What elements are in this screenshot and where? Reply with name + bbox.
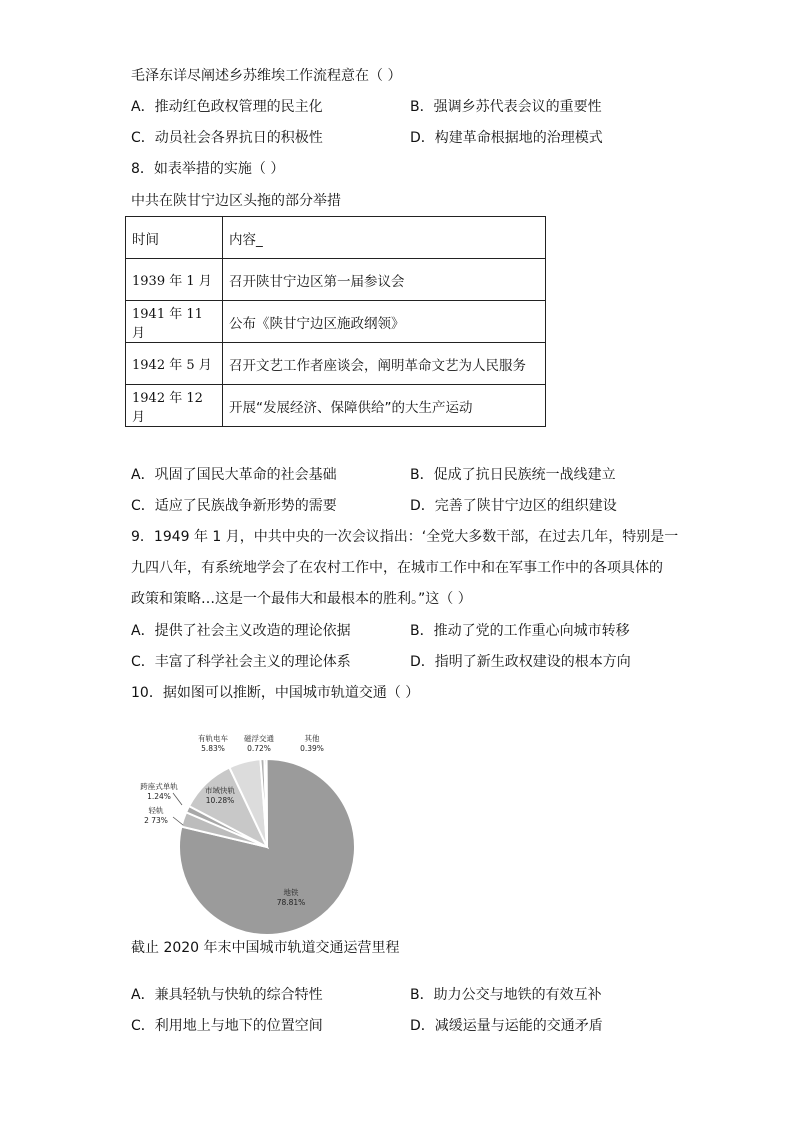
slice-label-tram: 有轨电车 (198, 734, 228, 743)
q8-option-b: B．促成了抗日民族统一战线建立 (410, 467, 616, 483)
rail-transit-pie-chart (125, 725, 385, 940)
slice-value-metro: 78.81% (276, 898, 306, 907)
q8-option-d: D．完善了陕甘宁边区的组织建设 (410, 498, 617, 514)
q7-option-d: D．构建革命根据地的治理模式 (410, 130, 603, 146)
q7-option-c: C．动员社会各界抗日的积极性 (131, 130, 323, 146)
slice-value-suburban-rail: 10.28% (205, 796, 235, 805)
q10-option-a: A．兼具轻轨与快轨的综合特性 (131, 987, 323, 1003)
q10-option-c: C．利用地上与地下的位置空间 (131, 1018, 323, 1034)
q8-table-title: 中共在陕甘宁边区头拖的部分举措 (131, 193, 341, 209)
q9-line-1: 9．1949 年 1 月，中共中央的一次会议指出：‘全党大多数干部，在过去几年，特别是一 (131, 529, 679, 545)
leader-line (173, 793, 182, 805)
q9-line-2: 九四八年，有系统地学会了在农村工作中，在城市工作中和在军事工作中的各项具体的 (131, 560, 663, 576)
q8-option-c: C．适应了民族战争新形势的需要 (131, 498, 337, 514)
table-row (126, 385, 546, 427)
q9-option-d: D．指明了新生政权建设的根本方向 (410, 654, 631, 670)
table-row (126, 259, 546, 301)
slice-value-tram: 5.83% (201, 744, 225, 753)
table-cell-time: 1939 年 1 月 (126, 259, 223, 301)
q7-option-a: A．推动红色政权管理的民主化 (131, 99, 323, 115)
q7-stem: 毛泽东详尽阐述乡苏维埃工作流程意在（ ） (131, 68, 402, 84)
q7-option-b: B．强调乡苏代表会议的重要性 (410, 99, 602, 115)
table-row (126, 343, 546, 385)
table-row (126, 301, 546, 343)
measures-table (125, 216, 546, 427)
slice-label-maglev: 磁浮交通 (244, 734, 274, 743)
q9-option-a: A．提供了社会主义改造的理论依据 (131, 623, 351, 639)
table-header-content: 内容_ (223, 217, 546, 259)
pie-chart-svg (125, 725, 385, 940)
slice-label-other: 其他 (304, 734, 320, 743)
slice-label-metro: 地铁 (283, 888, 299, 897)
table-cell-content: 召开陕甘宁边区第一届参议会 (223, 259, 546, 301)
q8-stem: 8．如表举措的实施（ ） (131, 161, 285, 177)
table-cell-time: 1942 年 12 月 (126, 385, 223, 427)
table-header-time: 时间 (126, 217, 223, 259)
chart-caption: 截止 2020 年末中国城市轨道交通运营里程 (131, 940, 400, 956)
slice-value-light-rail: 2 73% (144, 816, 168, 825)
slice-value-maglev: 0.72% (247, 744, 271, 753)
q9-option-b: B．推动了党的工作重心向城市转移 (410, 623, 630, 639)
q10-option-d: D．减缓运量与运能的交通矛盾 (410, 1018, 603, 1034)
table-cell-content: 开展“发展经济、保障供给”的大生产运动 (223, 385, 546, 427)
slice-label-light-rail: 轻轨 (148, 806, 164, 815)
table-cell-time: 1941 年 11 月 (126, 301, 223, 343)
q8-option-a: A．巩固了国民大革命的社会基础 (131, 467, 337, 483)
table-cell-content: 召开文艺工作者座谈会，阐明革命文艺为人民服务 (223, 343, 546, 385)
slice-label-monorail: 跨座式单轨 (140, 782, 178, 791)
q10-stem: 10．据如图可以推断，中国城市轨道交通（ ） (131, 685, 420, 701)
q9-option-c: C．丰富了科学社会主义的理论体系 (131, 654, 351, 670)
table-cell-content: 公布《陕甘宁边区施政纲领》 (223, 301, 546, 343)
table-cell-time: 1942 年 5 月 (126, 343, 223, 385)
leader-line (173, 817, 183, 825)
slice-value-monorail: 1.24% (147, 792, 171, 801)
q9-line-3: 政策和策略…这是一个最伟大和最根本的胜利。”这（ ） (131, 591, 472, 607)
slice-value-other: 0.39% (300, 744, 324, 753)
q10-option-b: B．助力公交与地铁的有效互补 (410, 987, 602, 1003)
slice-label-suburban-rail: 市域快轨 (205, 786, 235, 795)
table-header-row (126, 217, 546, 259)
